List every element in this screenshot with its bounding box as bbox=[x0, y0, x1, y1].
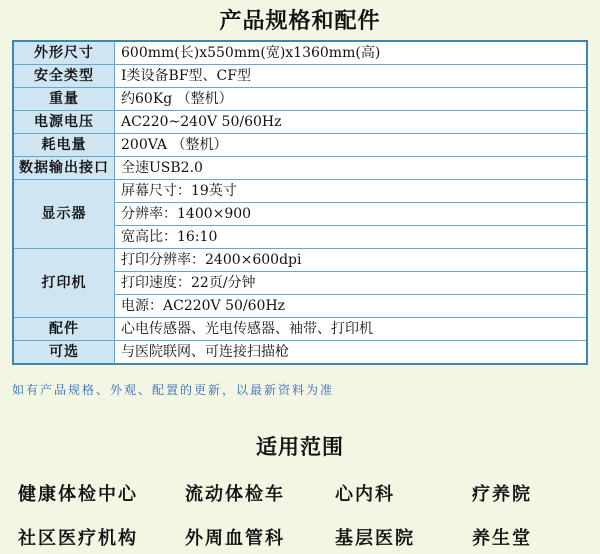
spec-key-dimensions: 外形尺寸 bbox=[13, 41, 115, 65]
scope-item: 社区医疗机构 bbox=[18, 528, 138, 549]
spec-value-data-interface: 全速USB2.0 bbox=[115, 157, 588, 180]
spec-table bbox=[12, 40, 588, 365]
scope-item: 健康体检中心 bbox=[18, 484, 138, 505]
spec-value-print-resolution: 打印分辨率：2400×600dpi bbox=[115, 249, 588, 272]
scope-item: 外周血管科 bbox=[185, 528, 285, 549]
scope-title: 适用范围 bbox=[256, 434, 344, 459]
spec-key-display: 显示器 bbox=[13, 180, 115, 249]
spec-key-printer: 打印机 bbox=[13, 249, 115, 318]
spec-key-safety-type: 安全类型 bbox=[13, 65, 115, 88]
table-row bbox=[13, 111, 587, 134]
update-note: 如有产品规格、外观、配置的更新，以最新资料为准 bbox=[12, 383, 335, 397]
spec-value-accessories: 心电传感器、光电传感器、袖带、打印机 bbox=[115, 318, 588, 341]
spec-value-screen-size: 屏幕尺寸：19英寸 bbox=[115, 180, 588, 203]
spec-key-weight: 重量 bbox=[13, 88, 115, 111]
spec-value-print-speed: 打印速度：22页/分钟 bbox=[115, 272, 588, 295]
spec-value-power-consumption: 200VA （整机） bbox=[115, 134, 588, 157]
table-row bbox=[13, 88, 587, 111]
spec-value-safety-type: I类设备BF型、CF型 bbox=[115, 65, 588, 88]
table-row bbox=[13, 65, 587, 88]
spec-key-power-consumption: 耗电量 bbox=[13, 134, 115, 157]
spec-key-data-interface: 数据输出接口 bbox=[13, 157, 115, 180]
table-row bbox=[13, 134, 587, 157]
scope-list bbox=[0, 474, 600, 554]
spec-value-voltage: AC220~240V 50/60Hz bbox=[115, 111, 588, 134]
scope-item: 疗养院 bbox=[472, 484, 532, 505]
page-title: 产品规格和配件 bbox=[219, 8, 381, 34]
table-row bbox=[13, 318, 587, 341]
table-row bbox=[13, 41, 587, 65]
scope-item: 心内科 bbox=[335, 484, 395, 505]
spec-key-optional: 可选 bbox=[13, 341, 115, 365]
scope-item: 基层医院 bbox=[335, 528, 415, 549]
scope-item: 流动体检车 bbox=[185, 484, 285, 505]
spec-key-voltage: 电源电压 bbox=[13, 111, 115, 134]
scope-item: 养生堂 bbox=[472, 528, 532, 549]
table-row bbox=[13, 249, 587, 272]
table-row bbox=[13, 341, 587, 365]
spec-value-aspect-ratio: 宽高比：16:10 bbox=[115, 226, 588, 249]
table-row bbox=[13, 180, 587, 203]
spec-value-printer-power: 电源：AC220V 50/60Hz bbox=[115, 295, 588, 318]
spec-key-accessories: 配件 bbox=[13, 318, 115, 341]
spec-value-optional: 与医院联网、可连接扫描枪 bbox=[115, 341, 588, 365]
spec-value-dimensions: 600mm(长)x550mm(宽)x1360mm(高) bbox=[115, 41, 588, 65]
table-row bbox=[13, 157, 587, 180]
spec-value-resolution: 分辨率：1400×900 bbox=[115, 203, 588, 226]
spec-value-weight: 约60Kg （整机） bbox=[115, 88, 588, 111]
